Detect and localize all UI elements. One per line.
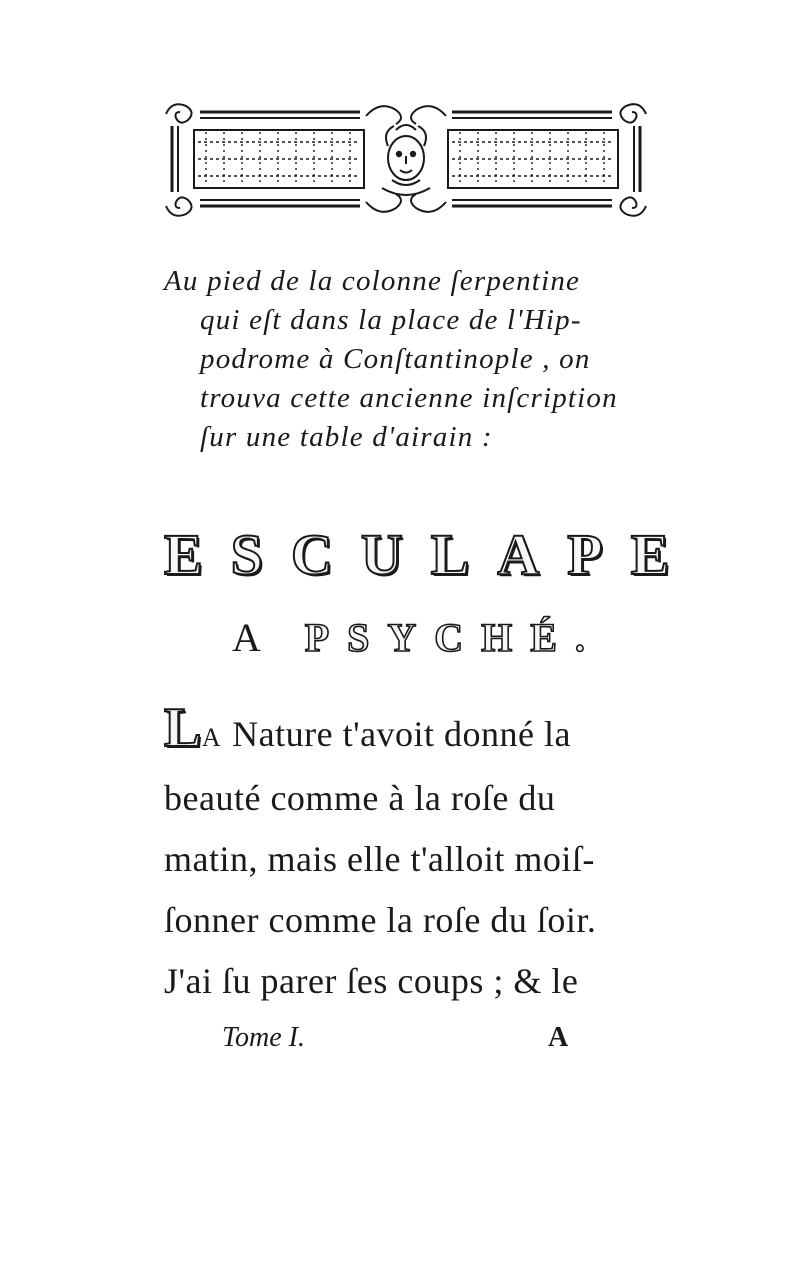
body-line-1 <box>164 697 664 768</box>
intro-line-5: ſur une table d'airain : <box>200 421 493 453</box>
title-sub-a: A <box>232 615 277 660</box>
drop-cap: L <box>164 697 202 759</box>
body-line-2: beauté comme à la roſe du <box>164 778 556 818</box>
body-line-5: J'ai ſu parer ſes coups ; & le <box>164 961 579 1001</box>
title-sub <box>232 614 632 662</box>
intro-line-3: podrome à Conſtantinople , on <box>200 343 591 375</box>
intro-line-4: trouva cette ancienne inſcription <box>200 382 618 414</box>
body-line-1-rest: Nature t'avoit donné la <box>222 714 572 754</box>
intro-paragraph <box>164 262 664 457</box>
title-main: ESCULAPE <box>164 522 698 587</box>
intro-line-1: Au pied de la colonne ſerpentine <box>164 265 581 297</box>
body-line-4: ſonner comme la roſe du ſoir. <box>164 900 597 940</box>
first-word-rest: A <box>201 723 223 752</box>
page-footer <box>222 1022 582 1062</box>
title-sub-name: PSYCHÉ. <box>304 615 603 660</box>
intro-line-2: qui eſt dans la place de l'Hip- <box>200 304 582 336</box>
signature-mark: A <box>548 1022 569 1053</box>
body-line-3: matin, mais elle t'alloit moiſ- <box>164 839 595 879</box>
decorative-headpiece-with-face-icon <box>160 96 652 224</box>
body-paragraph <box>164 697 664 1012</box>
volume-label: Tome I. <box>222 1022 305 1053</box>
